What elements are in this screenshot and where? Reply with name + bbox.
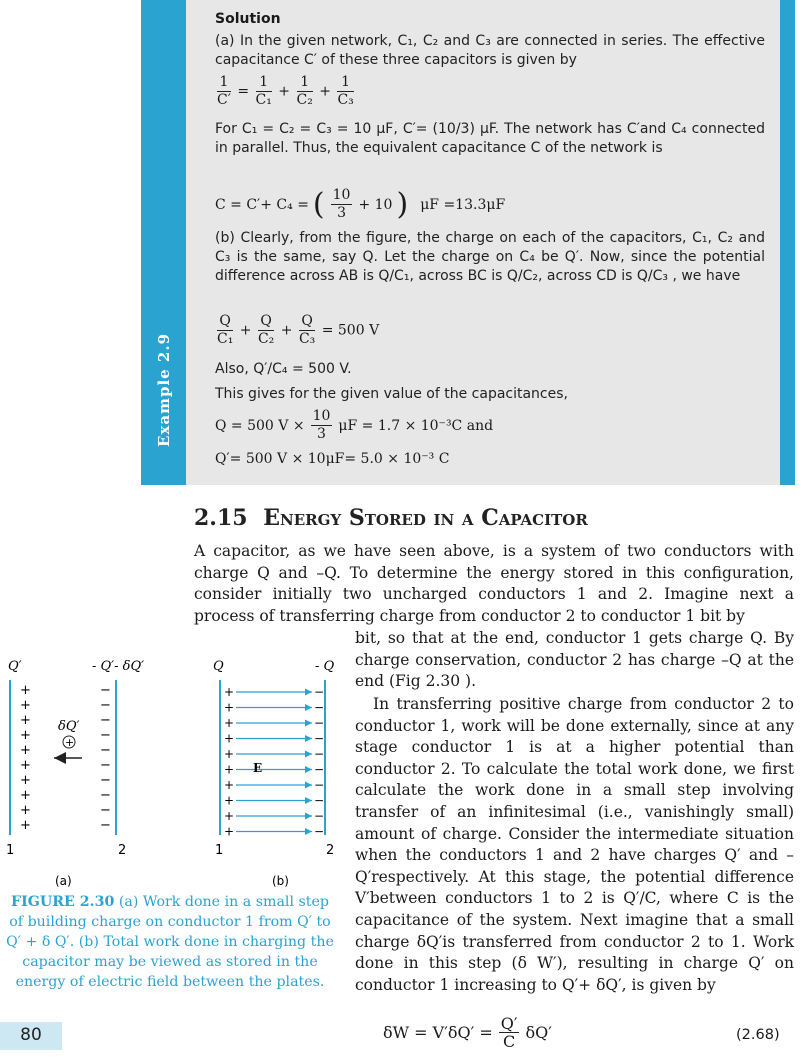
solution-this-gives: This gives for the given value of the capacitances, (215, 386, 568, 402)
fig-a-minus-sign: − (100, 743, 111, 758)
eq-Q-num: 10 (312, 408, 331, 424)
fig-a-minus-sign: − (100, 758, 111, 773)
eq-parallel-lhs: C = C′+ C₄ = (215, 196, 309, 213)
eq-sum-num3: Q (299, 313, 315, 331)
section-number: 2.15 (194, 505, 248, 531)
equation-number: (2.68) (736, 1027, 780, 1043)
eq-series-t3-num: 1 (337, 74, 353, 92)
fig-a-plus-sign: + (20, 788, 31, 803)
fig-a-plus-sign: + (20, 698, 31, 713)
fig-a-plus-sign: + (20, 728, 31, 743)
fig-a-minus-sign: − (100, 818, 111, 833)
eq-sum: $\frac{Q}{\text{C₁}}$ + $\frac{Q}{\text{C₂}}$ + $\frac{Q}{\text{C₃}}$ = 500 V (217, 313, 380, 347)
fig-a-minus-sign: − (100, 683, 111, 698)
equation-2-68 (383, 1015, 552, 1050)
paragraph-3: In transferring positive charge from conductor 2 to conductor 1, work will be done externally, since at any stage conductor 1 is at a higher potential than conductor 2. To calculate the total work done, we first calculate the work done in a small step involving transfer of an infinitesimal (i.e., vanishingly small) amount of charge. Consider the intermediate situation when the conductors 1 and 2 have charges Q′ and –Q′respectively. At this stage, the potential difference V′between conductors 1 to 2 is Q′/C, where C is the capacitance of the system. Next imagine that a small charge δQ′is transferred from conductor 2 to 1. Work done in this step (δ W′), resulting in charge Q′ on conductor 1 increasing to Q′+ δQ′, is given by (355, 695, 794, 994)
solution-title: Solution (215, 11, 281, 27)
solution-also: Also, Q′/C₄ = 500 V. (215, 361, 352, 377)
figure-caption-label: FIGURE 2.30 (11, 894, 115, 910)
eq-parallel-rest: + 10 (358, 196, 393, 213)
eq-sum-num2: Q (258, 313, 274, 331)
fig-b-plus-sign: + (224, 824, 235, 839)
fig-b-plus-sign: + (224, 716, 235, 730)
fig-b-plus-sign: + (224, 731, 235, 746)
eq-sum-den3: C₃ (298, 331, 316, 347)
eq-Q-lhs: Q = 500 V × (215, 417, 305, 434)
eq-series: $\frac{1}{C'}$ = $\frac{1}{\text{C₁}}$ + $\frac{1}{\text{C₂}}$ + $\frac{1}{\text{C₃}}$ (217, 74, 354, 108)
fig-b-cond-2: 2 (326, 843, 335, 858)
fig-a-minus-sign: − (100, 803, 111, 818)
eq-268-lhs: δW = V′δQ′ = (383, 1023, 493, 1042)
fig-b-minus-sign: − (314, 747, 325, 761)
fig-a-minus-sign: − (100, 728, 111, 743)
eq-sum-num1: Q (217, 313, 233, 331)
fig-a-right-label: - Q′- δQ′ (92, 659, 145, 674)
fig-b-plus-sign: + (224, 747, 235, 761)
eq-series-t1-num: 1 (256, 74, 272, 92)
fig-a-plus-sign: + (20, 758, 31, 773)
fig-b-minus-sign: − (314, 778, 325, 792)
fig-b-right-label: - Q (315, 659, 335, 674)
eq-series-t2-num: 1 (297, 74, 313, 92)
fig-a-left-label: Q′ (8, 659, 22, 674)
eq-268-num: Q′ (500, 1014, 518, 1033)
example-label-container (141, 0, 186, 485)
fig-b-minus-sign: − (314, 700, 325, 715)
fig-b-plus-sign: + (224, 762, 235, 777)
fig-b-minus-sign: − (314, 793, 325, 808)
eq-sum-rhs: = 500 V (321, 322, 380, 339)
page-number: 80 (20, 1025, 42, 1045)
example-right-strip (780, 0, 795, 485)
figure-2-30 (0, 650, 340, 890)
figure-caption (5, 892, 335, 992)
fig-a-cond-1: 1 (6, 843, 15, 858)
eq-268-den: C (502, 1032, 516, 1051)
fig-a-plus-sign: + (20, 803, 31, 818)
fig-a-plus-sign: + (20, 818, 31, 833)
eq-parallel-rhs: μF =13.3μF (420, 196, 506, 213)
fig-b-plus-sign: + (224, 793, 235, 808)
fig-a-cond-2: 2 (118, 843, 127, 858)
paragraph-1: A capacitor, as we have seen above, is a system of two conductors with charge Q and –Q. To determine the energy stored in this configuration, consider initially two uncharged conductors 1 and 2. Imagine next a process of transferring charge from conductor 2 to conductor 1 bit by (194, 542, 794, 625)
fig-b-cond-1: 1 (215, 843, 224, 858)
eq-series-t3-den: C₃ (337, 92, 354, 108)
fig-a-plus-sign: + (20, 743, 31, 758)
fig-b-plus-sign: + (224, 778, 235, 792)
solution-part-a: (a) In the given network, C₁, C₂ and C₃ are connected in series. The effective capacitance C′ of these three capacitors is given by (215, 33, 765, 68)
figure-caption-text: (a) Work done in a small step of building charge on conductor 1 from Q′ to Q′ + δ Q′. (b) Total work done in charging the capacitor may be viewed as stored in the energy of electric field between the plates. (6, 894, 334, 990)
fig-a-plus-sign: + (20, 683, 31, 698)
fig-a-plus-sign: + (20, 773, 31, 788)
fig-a-minus-sign: − (100, 698, 111, 713)
eq-sum-den1: C₁ (217, 331, 234, 347)
fig-a-dq-label: δQ′ (58, 719, 80, 734)
eq-268-rhs: δQ′ (525, 1023, 552, 1042)
eq-Qprime: Q′= 500 V × 10μF= 5.0 × 10⁻³ C (215, 451, 450, 467)
fig-b-minus-sign: − (314, 824, 325, 839)
fig-b-left-label: Q (213, 659, 224, 674)
eq-sum-den2: C₂ (257, 331, 275, 347)
eq-parallel-den: 3 (337, 205, 347, 221)
fig-a-minus-sign: − (100, 713, 111, 728)
fig-a-minus-sign: − (100, 788, 111, 803)
fig-b-plus-sign: + (224, 809, 235, 823)
solution-part-b: (b) Clearly, from the figure, the charge on each of the capacitors, C₁, C₂ and C₃ is the same, say Q. Let the charge on C₄ be Q′. Now, since the potential difference across AB is Q/C₁, across BC is Q/C₂, across CD is Q/C₃ , we have (215, 230, 765, 284)
eq-series-lhs-den: C′ (217, 92, 231, 108)
eq-Q-rhs: μF = 1.7 × 10⁻³C and (338, 417, 494, 434)
section-heading (194, 505, 588, 531)
fig-b-plus-sign: + (224, 685, 235, 699)
fig-a-plus-sign: + (20, 713, 31, 728)
fig-b-sublabel: (b) (272, 874, 289, 888)
example-label: Example 2.9 (154, 332, 173, 447)
fig-b-field-label: E (253, 761, 263, 775)
fig-a-charge-plus: + (65, 736, 75, 749)
solution-part-a2: For C₁ = C₂ = C₃ = 10 μF, C′= (10/3) μF. The network has C′and C₄ connected in parallel. Thus, the equivalent capacitance C of the network is (215, 121, 765, 156)
fig-b-plus-sign: + (224, 700, 235, 715)
eq-parallel-num: 10 (332, 187, 351, 203)
eq-parallel: C = C′+ C₄ = ( $\frac{10}{3}$ + 10 ) μF =13.3μF (215, 186, 506, 222)
eq-series-t1-den: C₁ (255, 92, 272, 108)
fig-b-minus-sign: − (314, 716, 325, 730)
fig-a-sublabel: (a) (55, 874, 72, 888)
eq-Q-den: 3 (317, 426, 326, 442)
eq-Q (215, 408, 493, 443)
fig-b-minus-sign: − (314, 762, 325, 777)
fig-b-minus-sign: − (314, 731, 325, 746)
eq-series-t2-den: C₂ (296, 92, 313, 108)
fig-b-minus-sign: − (314, 685, 325, 699)
section-title: Energy Stored in a Capacitor (263, 505, 588, 531)
fig-b-minus-sign: − (314, 809, 325, 823)
eq-series-lhs-num: 1 (217, 74, 231, 92)
paragraph-2: bit, so that at the end, conductor 1 gets charge Q. By charge conservation, conductor 2 has charge –Q at the end (Fig 2.30 ). (355, 629, 794, 691)
fig-a-minus-sign: − (100, 773, 111, 788)
